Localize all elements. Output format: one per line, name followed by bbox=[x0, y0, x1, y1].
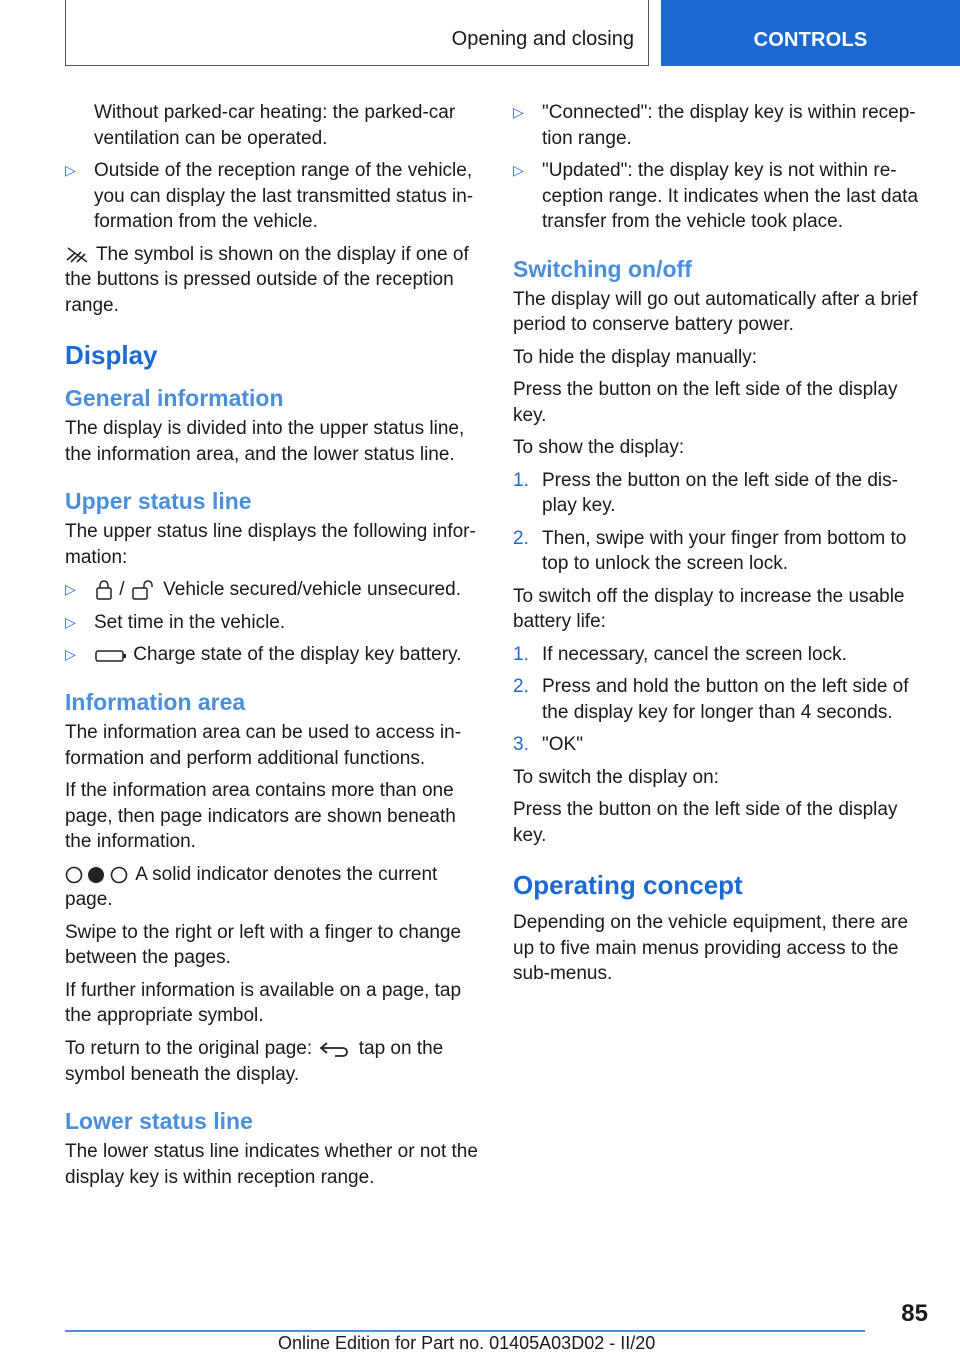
heading-switching-on-off: Switching on/off bbox=[513, 255, 692, 282]
battery-icon bbox=[94, 643, 128, 669]
no-signal-icon bbox=[65, 242, 91, 268]
paragraph: To hide the display manually: bbox=[513, 346, 757, 368]
page-header bbox=[0, 0, 960, 66]
list-item-text: Outside of the reception range of the vehicle, you can display the last transmitted status in-formation from the vehicle. bbox=[94, 160, 474, 232]
paragraph-text: tap on the symbol beneath the display. bbox=[65, 1037, 444, 1085]
list-item-text: Vehicle secured/vehicle unsecured. bbox=[163, 579, 461, 601]
numbered-item bbox=[513, 468, 929, 519]
list-item-text: Charge state of the display key battery. bbox=[133, 644, 462, 666]
paragraph: Press the button on the left side of the display key. bbox=[513, 799, 898, 846]
list-item bbox=[65, 158, 481, 235]
paragraph: To show the display: bbox=[513, 437, 685, 458]
lock-icon bbox=[94, 577, 114, 603]
heading-display: Display bbox=[65, 340, 158, 371]
footer-edition: Online Edition for Part no. 01405A03D02 - II/20 bbox=[278, 1333, 656, 1353]
step-number: 2. bbox=[513, 527, 529, 549]
unlock-icon bbox=[130, 577, 158, 603]
bullet-triangle-icon: ▷ bbox=[65, 581, 76, 598]
heading-general-information: General information bbox=[65, 385, 284, 412]
paragraph: The lower status line indicates whether or not the display key is within reception range. bbox=[65, 1141, 478, 1188]
numbered-item bbox=[513, 674, 929, 725]
list-item bbox=[513, 100, 929, 151]
paragraph: If the information area contains more than one page, then page indicators are shown beneath the information. bbox=[65, 780, 456, 853]
heading-information-area: Information area bbox=[65, 689, 246, 716]
numbered-item bbox=[513, 526, 929, 577]
paragraph: Depending on the vehicle equipment, there are up to five main menus providing access to the sub-menus. bbox=[513, 912, 909, 984]
heading-lower-status-line: Lower status line bbox=[65, 1108, 253, 1135]
paragraph: The information area can be used to access in-formation and perform additional functions. bbox=[65, 722, 462, 769]
paragraph: The upper status line displays the following infor-mation: bbox=[65, 521, 476, 568]
header-chapter-tab[interactable]: CONTROLS bbox=[661, 0, 960, 66]
step-number: 2. bbox=[513, 676, 529, 697]
paragraph: Press the button on the left side of the display key. bbox=[513, 379, 898, 426]
back-arrow-icon bbox=[317, 1036, 353, 1062]
footer-divider bbox=[65, 1330, 865, 1332]
paragraph-text: The symbol is shown on the display if one of the buttons is pressed outside of the reception range. bbox=[65, 243, 469, 316]
paragraph bbox=[65, 242, 481, 319]
paragraph: The display is divided into the upper status line, the information area, and the lower status line. bbox=[65, 418, 465, 465]
page-number: 85 bbox=[901, 1300, 928, 1327]
page-indicator-icon bbox=[65, 862, 131, 888]
numbered-item bbox=[513, 732, 929, 758]
heading-operating-concept: Operating concept bbox=[513, 870, 743, 900]
step-number: 3. bbox=[513, 734, 529, 755]
list-item-text: Set time in the vehicle. bbox=[94, 611, 286, 633]
left-column bbox=[65, 100, 481, 1197]
paragraph bbox=[65, 1036, 481, 1087]
step-text: Press and hold the button on the left side of the display key for longer than 4 seconds. bbox=[542, 676, 909, 723]
paragraph: To switch off the display to increase the usable battery life: bbox=[513, 585, 905, 632]
list-item bbox=[513, 158, 929, 235]
paragraph-text: To return to the original page: bbox=[65, 1037, 313, 1059]
paragraph: Swipe to the right or left with a finger to change between the pages. bbox=[65, 921, 462, 969]
heading-upper-status-line: Upper status line bbox=[65, 488, 252, 515]
right-column bbox=[513, 100, 929, 994]
step-number: 1. bbox=[513, 643, 529, 665]
bullet-triangle-icon: ▷ bbox=[65, 613, 76, 630]
step-text: Press the button on the left side of the dis-play key. bbox=[542, 469, 898, 516]
step-text: "OK" bbox=[542, 734, 583, 755]
step-text: If necessary, cancel the screen lock. bbox=[542, 643, 847, 665]
list-item bbox=[65, 610, 481, 636]
list-item-text: "Connected": the display key is within recep-tion range. bbox=[542, 102, 916, 149]
numbered-item bbox=[513, 642, 929, 668]
header-section-title: Opening and closing bbox=[451, 28, 634, 50]
list-item bbox=[65, 642, 481, 668]
separator-slash: / bbox=[119, 579, 125, 601]
paragraph: If further information is available on a page, tap the appropriate symbol. bbox=[65, 979, 462, 1027]
paragraph: The display will go out automatically after a brief period to conserve battery power. bbox=[513, 288, 918, 335]
list-item-text: "Updated": the display key is not within re-ception range. It indicates when the last data transfer from the vehicle took place. bbox=[542, 160, 919, 232]
paragraph bbox=[65, 862, 481, 913]
paragraph: To switch the display on: bbox=[513, 766, 719, 788]
bullet-triangle-icon: ▷ bbox=[65, 646, 76, 663]
list-item bbox=[65, 577, 481, 603]
bullet-triangle-icon: ▷ bbox=[513, 104, 524, 120]
paragraph-text: A solid indicator denotes the current page. bbox=[65, 863, 438, 911]
paragraph: Without parked-car heating: the parked-car ventilation can be operated. bbox=[94, 102, 456, 149]
step-text: Then, swipe with your finger from bottom to top to unlock the screen lock. bbox=[542, 527, 907, 574]
bullet-triangle-icon: ▷ bbox=[513, 162, 524, 178]
step-number: 1. bbox=[513, 469, 529, 491]
bullet-triangle-icon: ▷ bbox=[65, 162, 76, 178]
header-section-box bbox=[65, 0, 649, 66]
